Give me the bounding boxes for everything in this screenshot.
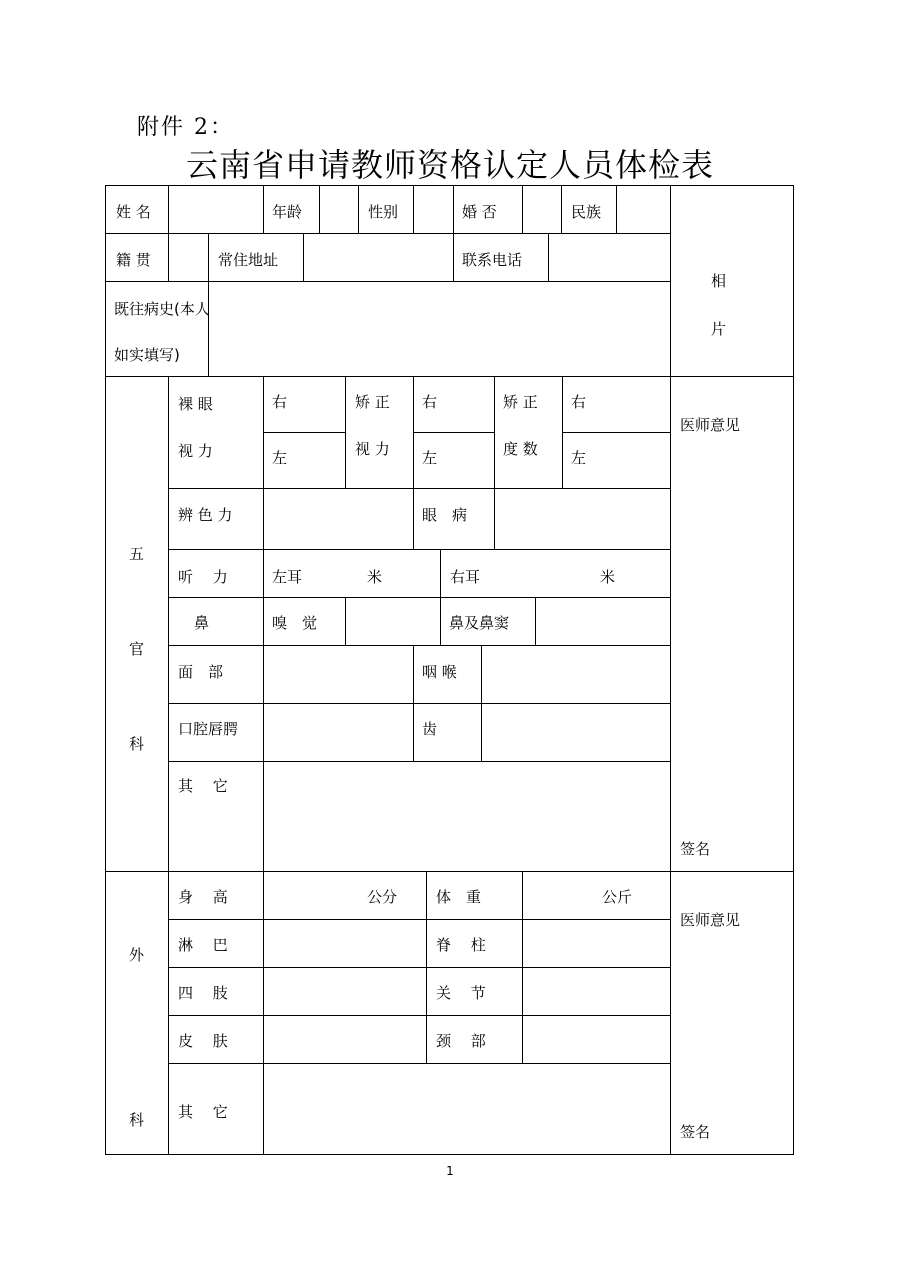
nose-label: 鼻 xyxy=(194,614,210,632)
corrected-vision-label: 视 力 xyxy=(355,440,390,458)
corrected-right-label: 右 xyxy=(422,393,438,411)
age-label: 年龄 xyxy=(272,203,303,221)
right-ear-label: 右耳 xyxy=(450,568,481,586)
ent-dept-char-3: 科 xyxy=(129,735,145,753)
corrected-degree-label-2: 度 数 xyxy=(503,440,538,458)
photo-label-2: 片 xyxy=(711,320,727,338)
surgery-doctor-opinion-label: 医师意见 xyxy=(680,911,741,929)
spine-label: 脊 柱 xyxy=(436,936,486,954)
limbs-label: 四 肢 xyxy=(178,984,228,1002)
native-place-label: 籍 贯 xyxy=(116,251,151,269)
ent-dept-char-2: 官 xyxy=(129,640,145,658)
mouth-label: 口腔唇腭 xyxy=(178,720,239,738)
history-label-line2: 如实填写) xyxy=(114,346,180,364)
ent-doctor-opinion-label: 医师意见 xyxy=(680,416,741,434)
photo-label-1: 相 xyxy=(711,272,727,290)
sinus-label: 鼻及鼻窦 xyxy=(449,614,510,632)
ethnicity-label: 民族 xyxy=(571,203,602,221)
weight-unit: 公斤 xyxy=(602,888,633,906)
naked-eye-label: 裸 眼 xyxy=(178,395,213,413)
ent-signature-label: 签名 xyxy=(680,840,711,858)
lymph-label: 淋 巴 xyxy=(178,936,228,954)
surgery-dept-char-1: 外 xyxy=(129,946,145,964)
hearing-label: 听 力 xyxy=(178,568,228,586)
gender-label: 性别 xyxy=(368,203,399,221)
naked-left-label: 左 xyxy=(272,449,288,467)
phone-label: 联系电话 xyxy=(462,251,523,269)
left-ear-label: 左耳 xyxy=(272,568,303,586)
corrected-degree-label-1: 矫 正 xyxy=(503,393,538,411)
name-label: 姓 名 xyxy=(116,203,151,221)
left-ear-unit: 米 xyxy=(367,568,383,586)
neck-label: 颈 部 xyxy=(436,1032,486,1050)
corrected-label: 矫 正 xyxy=(355,393,390,411)
teeth-label: 齿 xyxy=(422,720,438,738)
eye-disease-label: 眼 病 xyxy=(422,506,468,524)
throat-label: 咽 喉 xyxy=(422,663,457,681)
color-vision-label: 辨 色 力 xyxy=(178,506,233,524)
surgery-signature-label: 签名 xyxy=(680,1123,711,1141)
weight-label: 体 重 xyxy=(436,888,482,906)
height-label: 身 高 xyxy=(178,888,228,906)
smell-label: 嗅 觉 xyxy=(272,614,318,632)
form-title: 云南省申请教师资格认定人员体检表 xyxy=(185,146,714,184)
face-label: 面 部 xyxy=(178,663,224,681)
surgery-other-label: 其 它 xyxy=(178,1103,228,1121)
corrected-left-label: 左 xyxy=(422,449,438,467)
naked-right-label: 右 xyxy=(272,393,288,411)
degree-left-label: 左 xyxy=(571,449,587,467)
page-number: 1 xyxy=(446,1164,454,1178)
attachment-label: 附件 2： xyxy=(137,115,234,140)
degree-right-label: 右 xyxy=(571,393,587,411)
surgery-dept-char-2: 科 xyxy=(129,1111,145,1129)
ent-dept-char-1: 五 xyxy=(129,545,145,563)
marital-label: 婚 否 xyxy=(462,203,497,221)
ent-other-label: 其 它 xyxy=(178,777,228,795)
history-label-line1: 既往病史(本人 xyxy=(114,300,210,318)
vision-label: 视 力 xyxy=(178,442,213,460)
address-label: 常住地址 xyxy=(218,251,279,269)
right-ear-unit: 米 xyxy=(600,568,616,586)
skin-label: 皮 肤 xyxy=(178,1032,228,1050)
joints-label: 关 节 xyxy=(436,984,486,1002)
height-unit: 公分 xyxy=(367,888,398,906)
